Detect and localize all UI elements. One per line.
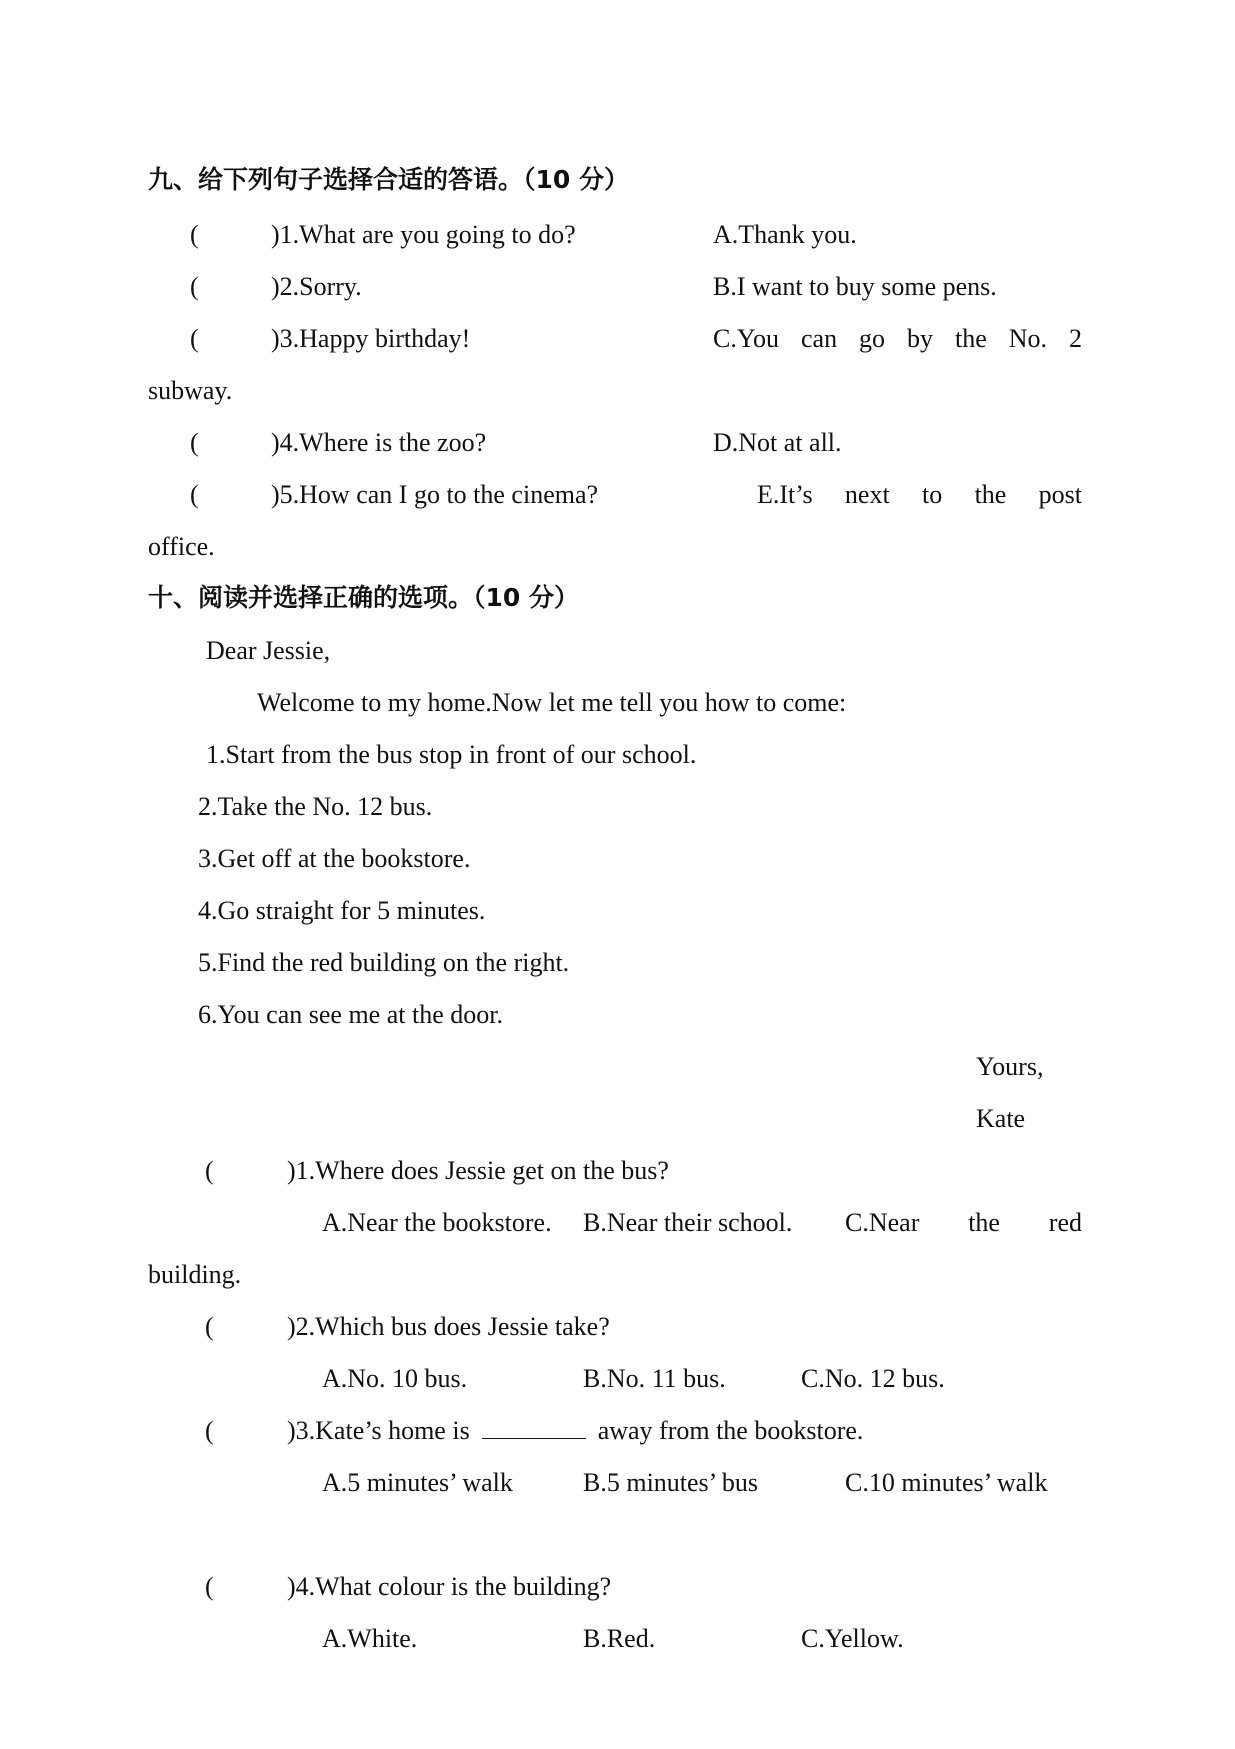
s10-q1-option-a: A.Near the bookstore. [322,1208,552,1237]
s9-answer-c: C.You can go by the No. 2 [713,324,1082,353]
s10-q2-option-c: C.No. 12 bus. [801,1364,945,1393]
paren-s9-q1: ( [190,220,199,249]
letter-intro: Welcome to my home.Now let me tell you how to come: [257,688,847,717]
letter-step-3: 3.Get off at the bookstore. [198,844,471,873]
s10-q4-option-c: C.Yellow. [801,1624,904,1653]
paren-s10-q2: ( [205,1312,214,1341]
section-10-title: 十、阅读并选择正确的选项。（10 分） [148,583,579,612]
s9-answer-b: B.I want to buy some pens. [713,272,997,301]
s9-answer-e: E.It’s next to the post [757,480,1082,509]
s9-answer-a: A.Thank you. [713,220,857,249]
s9-answer-d: D.Not at all. [713,428,842,457]
s10-q2-option-a: A.No. 10 bus. [322,1364,468,1393]
s10-q2-option-b: B.No. 11 bus. [583,1364,726,1393]
s10-q3-option-c: C.10 minutes’ walk [845,1468,1048,1497]
letter-step-5: 5.Find the red building on the right. [198,948,570,977]
s10-q3-text-before: )3.Kate’s home is [287,1416,470,1445]
s9-question-1: )1.What are you going to do? [271,220,576,249]
letter-step-2: 2.Take the No. 12 bus. [198,792,433,821]
s9-question-4: )4.Where is the zoo? [271,428,487,457]
paren-s10-q1: ( [205,1156,214,1185]
s9-question-2: )2.Sorry. [271,272,362,301]
letter-step-4: 4.Go straight for 5 minutes. [198,896,486,925]
letter-greeting: Dear Jessie, [206,636,331,665]
paren-s9-q5: ( [190,480,199,509]
letter-signature: Kate [976,1104,1026,1133]
s9-answer-e-cont: office. [148,532,215,561]
s10-q3-option-b: B.5 minutes’ bus [583,1468,759,1497]
paren-s10-q4: ( [205,1572,214,1601]
s9-question-5: )5.How can I go to the cinema? [271,480,599,509]
paren-s9-q4: ( [190,428,199,457]
letter-closing: Yours, [976,1052,1044,1081]
s10-q3-text-after: away from the bookstore. [597,1416,864,1445]
s10-question-1: )1.Where does Jessie get on the bus? [287,1156,669,1185]
s10-question-4: )4.What colour is the building? [287,1572,612,1601]
s10-q1-option-b: B.Near their school. [583,1208,793,1237]
letter-step-6: 6.You can see me at the door. [198,1000,503,1029]
paren-s9-q2: ( [190,272,199,301]
s9-question-3: )3.Happy birthday! [271,324,471,353]
s10-q1-option-c: C.Near the red [845,1208,1082,1237]
s10-q3-blank [482,1418,586,1439]
s9-answer-c-cont: subway. [148,376,233,405]
s10-q1-option-c-cont: building. [148,1260,242,1289]
section-9-title: 九、给下列句子选择合适的答语。（10 分） [148,165,629,194]
s10-q4-option-b: B.Red. [583,1624,656,1653]
s10-question-3 [287,1418,863,1444]
s10-question-2: )2.Which bus does Jessie take? [287,1312,610,1341]
paren-s10-q3: ( [205,1416,214,1445]
s10-q4-option-a: A.White. [322,1624,418,1653]
letter-step-1: 1.Start from the bus stop in front of our school. [206,740,697,769]
paren-s9-q3: ( [190,324,199,353]
s10-q3-option-a: A.5 minutes’ walk [322,1468,513,1497]
